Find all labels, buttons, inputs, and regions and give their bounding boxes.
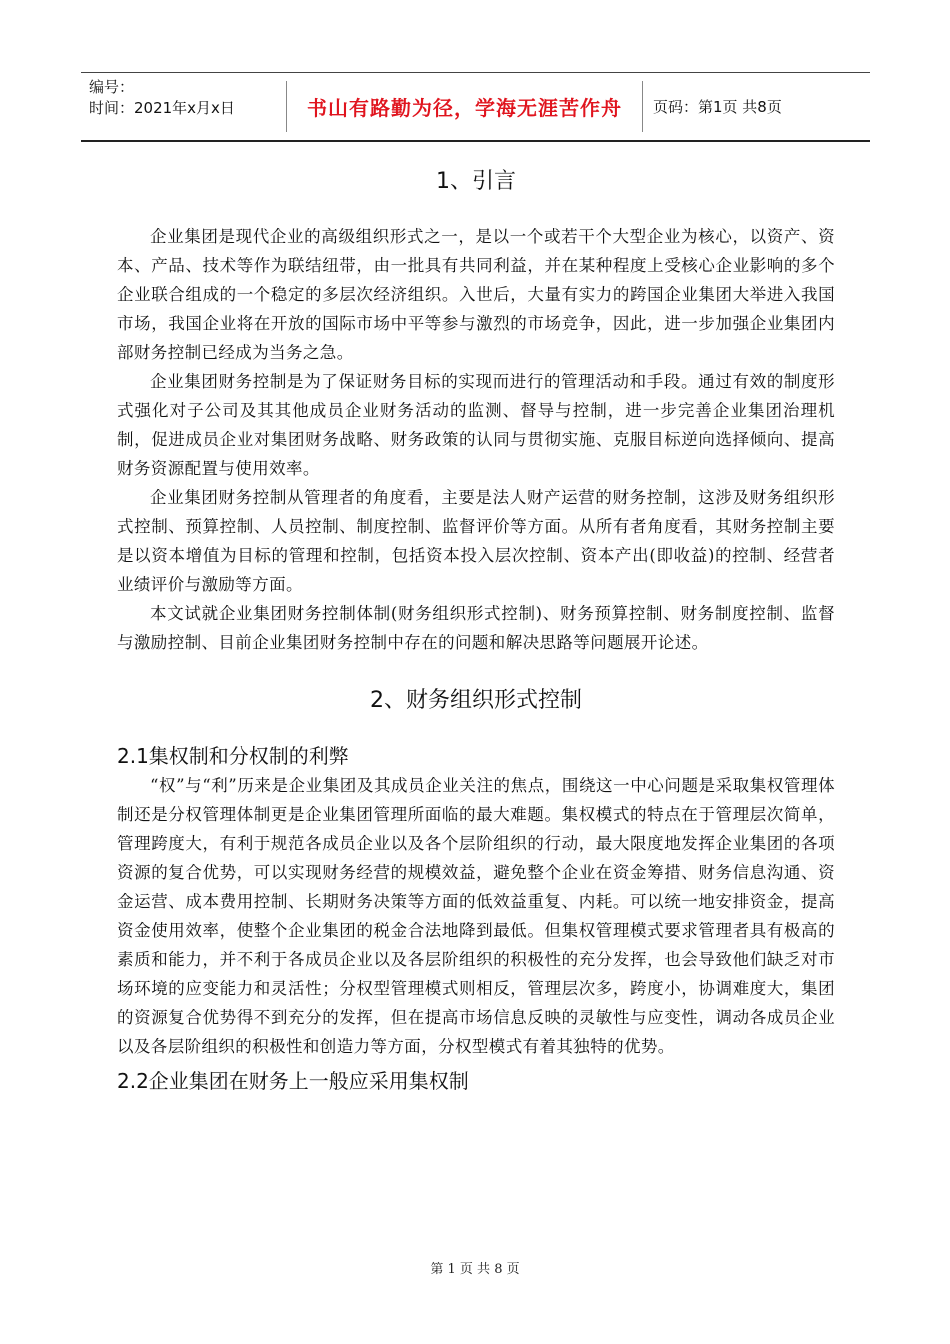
section-1-title: 1、引言 bbox=[436, 169, 516, 194]
page-header bbox=[81, 72, 870, 142]
paragraph: 企业集团财务控制从管理者的角度看，主要是法人财产运营的财务控制，这涉及财务组织形式控制、预算控制、人员控制、制度控制、监督评价等方面。从所有者角度看，其财务控制主要是以资本增值为目标的管理和控制，包括资本投入层次控制、资本产出(即收益)的控制、经营者业绩评价与激励等方面。 bbox=[117, 488, 835, 594]
section-2-1-title: 2.1集权制和分权制的利弊 bbox=[117, 744, 349, 768]
time-label: 时间：2021年x月x日 bbox=[89, 99, 235, 117]
page-footer: 第 1 页 共 8 页 bbox=[430, 1262, 520, 1277]
number-label: 编号： bbox=[89, 78, 135, 96]
paragraph: 本文试就企业集团财务控制体制(财务组织形式控制)、财务预算控制、财务制度控制、监督与激励控制、目前企业集团财务控制中存在的问题和解决思路等问题展开论述。 bbox=[117, 604, 835, 652]
section-2-2-title: 2.2企业集团在财务上一般应采用集权制 bbox=[117, 1069, 469, 1093]
header-meta bbox=[81, 73, 286, 140]
paragraph: 企业集团是现代企业的高级组织形式之一，是以一个或若干个大型企业为核心，以资产、资本、产品、技术等作为联结纽带，由一批具有共同利益，并在某种程度上受核心企业影响的多个企业联合组成的一个稳定的多层次经济组织。入世后，大量有实力的跨国企业集团大举进入我国市场，我国企业将在开放的国际市场中平等参与激烈的市场竞争，因此，进一步加强企业集团内部财务控制已经成为当务之急。 bbox=[117, 227, 835, 362]
header-motto: 书山有路勤为径，学海无涯苦作舟 bbox=[286, 81, 643, 132]
paragraph: “权”与“利”历来是企业集团及其成员企业关注的焦点，围绕这一中心问题是采取集权管理体制还是分权管理体制更是企业集团管理所面临的最大难题。集权模式的特点在于管理层次简单，管理跨度大，有利于规范各成员企业以及各个层阶组织的行动，最大限度地发挥企业集团的各项资源的复合优势，可以实现财务经营的规模效益，避免整个企业在资金筹措、财务信息沟通、资金运营、成本费用控制、长期财务决策等方面的低效益重复、内耗。可以统一地安排资金，提高资金使用效率，使整个企业集团的税金合法地降到最低。但集权管理模式要求管理者具有极高的素质和能力，并不利于各成员企业以及各层阶组织的积极性的充分发挥，也会导致他们缺乏对市场环境的应变能力和灵活性；分权型管理模式则相反，管理层次多，跨度小，协调难度大，集团的资源复合优势得不到充分的发挥，但在提高市场信息反映的灵敏性与应变性，调动各成员企业以及各层阶组织的积极性和创造力等方面，分权型模式有着其独特的优势。 bbox=[117, 776, 835, 1056]
section-1-body bbox=[117, 222, 835, 657]
header-page-info: 页码：第1页 共8页 bbox=[653, 98, 782, 116]
paragraph: 企业集团财务控制是为了保证财务目标的实现而进行的管理活动和手段。通过有效的制度形式强化对子公司及其其他成员企业财务活动的监测、督导与控制，进一步完善企业集团治理机制，促进成员企业对集团财务战略、财务政策的认同与贯彻实施、克服目标逆向选择倾向、提高财务资源配置与使用效率。 bbox=[117, 372, 835, 478]
section-2-title: 2、财务组织形式控制 bbox=[370, 688, 582, 713]
document-body bbox=[117, 160, 835, 1094]
